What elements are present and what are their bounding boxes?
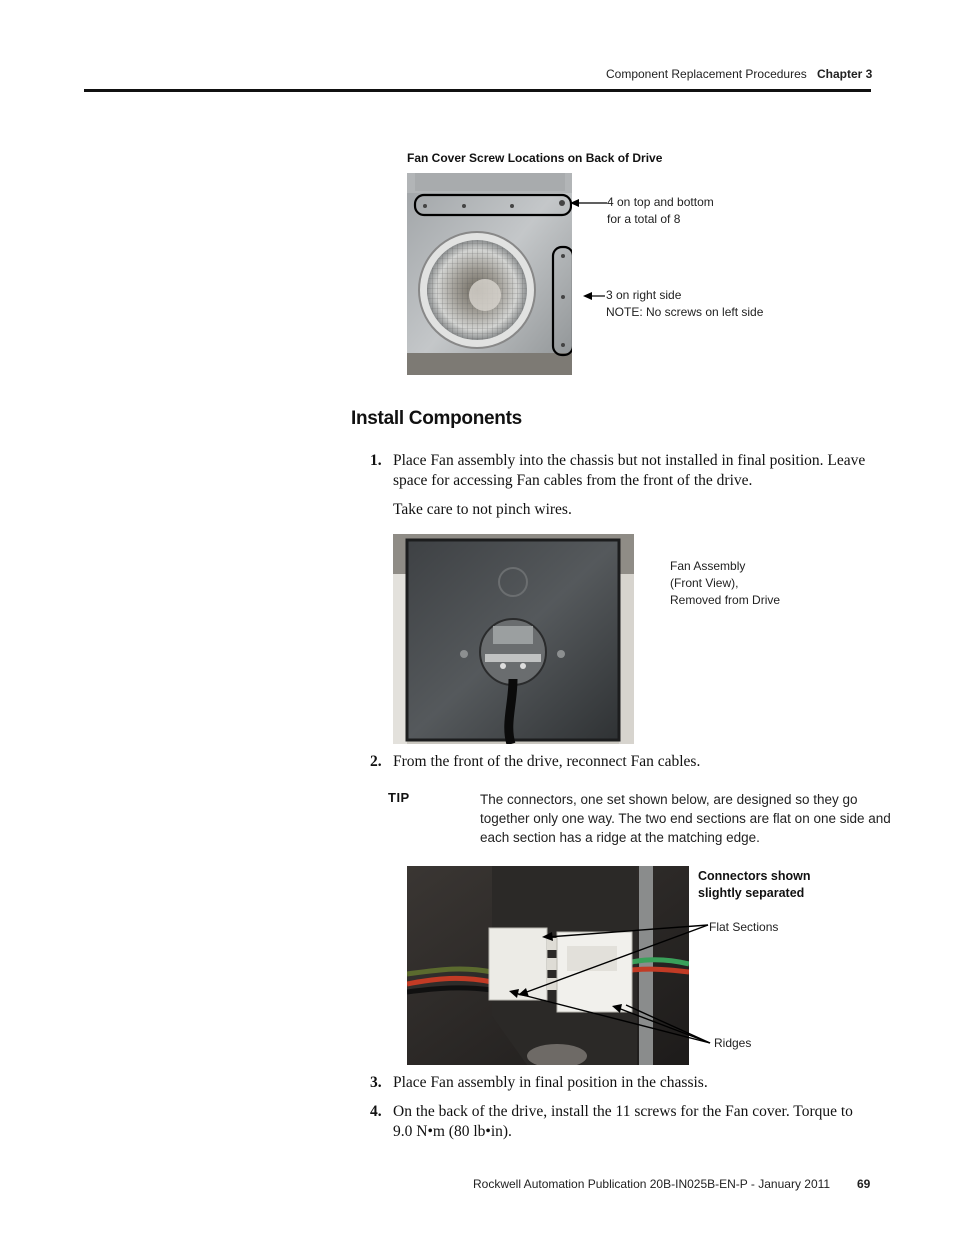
callout-right-line1: 3 on right side (606, 288, 682, 302)
ridges-label: Ridges (714, 1036, 752, 1050)
callout-right-side (606, 287, 763, 321)
footer-publication: Rockwell Automation Publication 20B-IN025B-EN-P - January 2011 (473, 1177, 831, 1191)
footer-page-number: 69 (857, 1177, 871, 1191)
step-4-line1: On the back of the drive, install the 11 screws for the Fan cover. Torque to (393, 1103, 853, 1120)
step-1-note: Take care to not pinch wires. (393, 501, 572, 518)
step-3-number: 3. (370, 1074, 382, 1091)
step-3 (370, 1073, 875, 1093)
step-4 (370, 1102, 875, 1142)
step-1-number: 1. (370, 452, 382, 469)
fan-assembly-label-line3: Removed from Drive (670, 593, 781, 607)
tip-line2: together only one way. The two end sections are flat on one side and (480, 811, 891, 826)
header-section-title: Component Replacement Procedures (606, 67, 807, 81)
header-chapter: Chapter 3 (817, 67, 873, 81)
tip-line3: each section has a ridge at the matching edge. (480, 830, 760, 845)
figure3-caption-line1: Connectors shown (698, 869, 811, 883)
tip-line1: The connectors, one set shown below, are designed so they go (480, 792, 858, 807)
figure1-callout-arrows (565, 190, 610, 310)
fan-assembly-label-line1: Fan Assembly (670, 559, 746, 573)
step-1 (370, 451, 875, 520)
section-title: Install Components (351, 408, 522, 429)
step-4-number: 4. (370, 1103, 382, 1120)
step-1-line2: space for accessing Fan cables from the front of the drive. (393, 472, 753, 489)
step-1-line1: Place Fan assembly into the chassis but not installed in final position. Leave (393, 452, 866, 469)
header-rule (84, 89, 871, 92)
tip-label: TIP (388, 790, 410, 805)
figure3-caption-line2: slightly separated (698, 886, 805, 900)
callout-top-line1: 4 on top and bottom (607, 195, 714, 209)
step-2 (370, 752, 875, 772)
tip-text (480, 790, 891, 847)
fan-assembly-front-photo (393, 534, 634, 744)
callout-top-bottom (607, 194, 714, 228)
callout-right-line2: NOTE: No screws on left side (606, 305, 764, 319)
step-4-line2: 9.0 N•m (80 lb•in). (393, 1123, 512, 1140)
fan-cover-back-photo (407, 173, 572, 375)
fan-assembly-label-line2: (Front View), (670, 576, 739, 590)
figure1-caption: Fan Cover Screw Locations on Back of Drive (407, 151, 663, 165)
figure3-callout-arrows (480, 915, 720, 1045)
flat-sections-label: Flat Sections (709, 920, 779, 934)
callout-top-line2: for a total of 8 (607, 212, 681, 226)
figure3-caption (698, 868, 811, 902)
step-2-line1: From the front of the drive, reconnect Fan cables. (393, 753, 701, 770)
fan-assembly-label (670, 558, 780, 609)
step-2-number: 2. (370, 753, 382, 770)
step-3-line1: Place Fan assembly in final position in the chassis. (393, 1074, 708, 1091)
